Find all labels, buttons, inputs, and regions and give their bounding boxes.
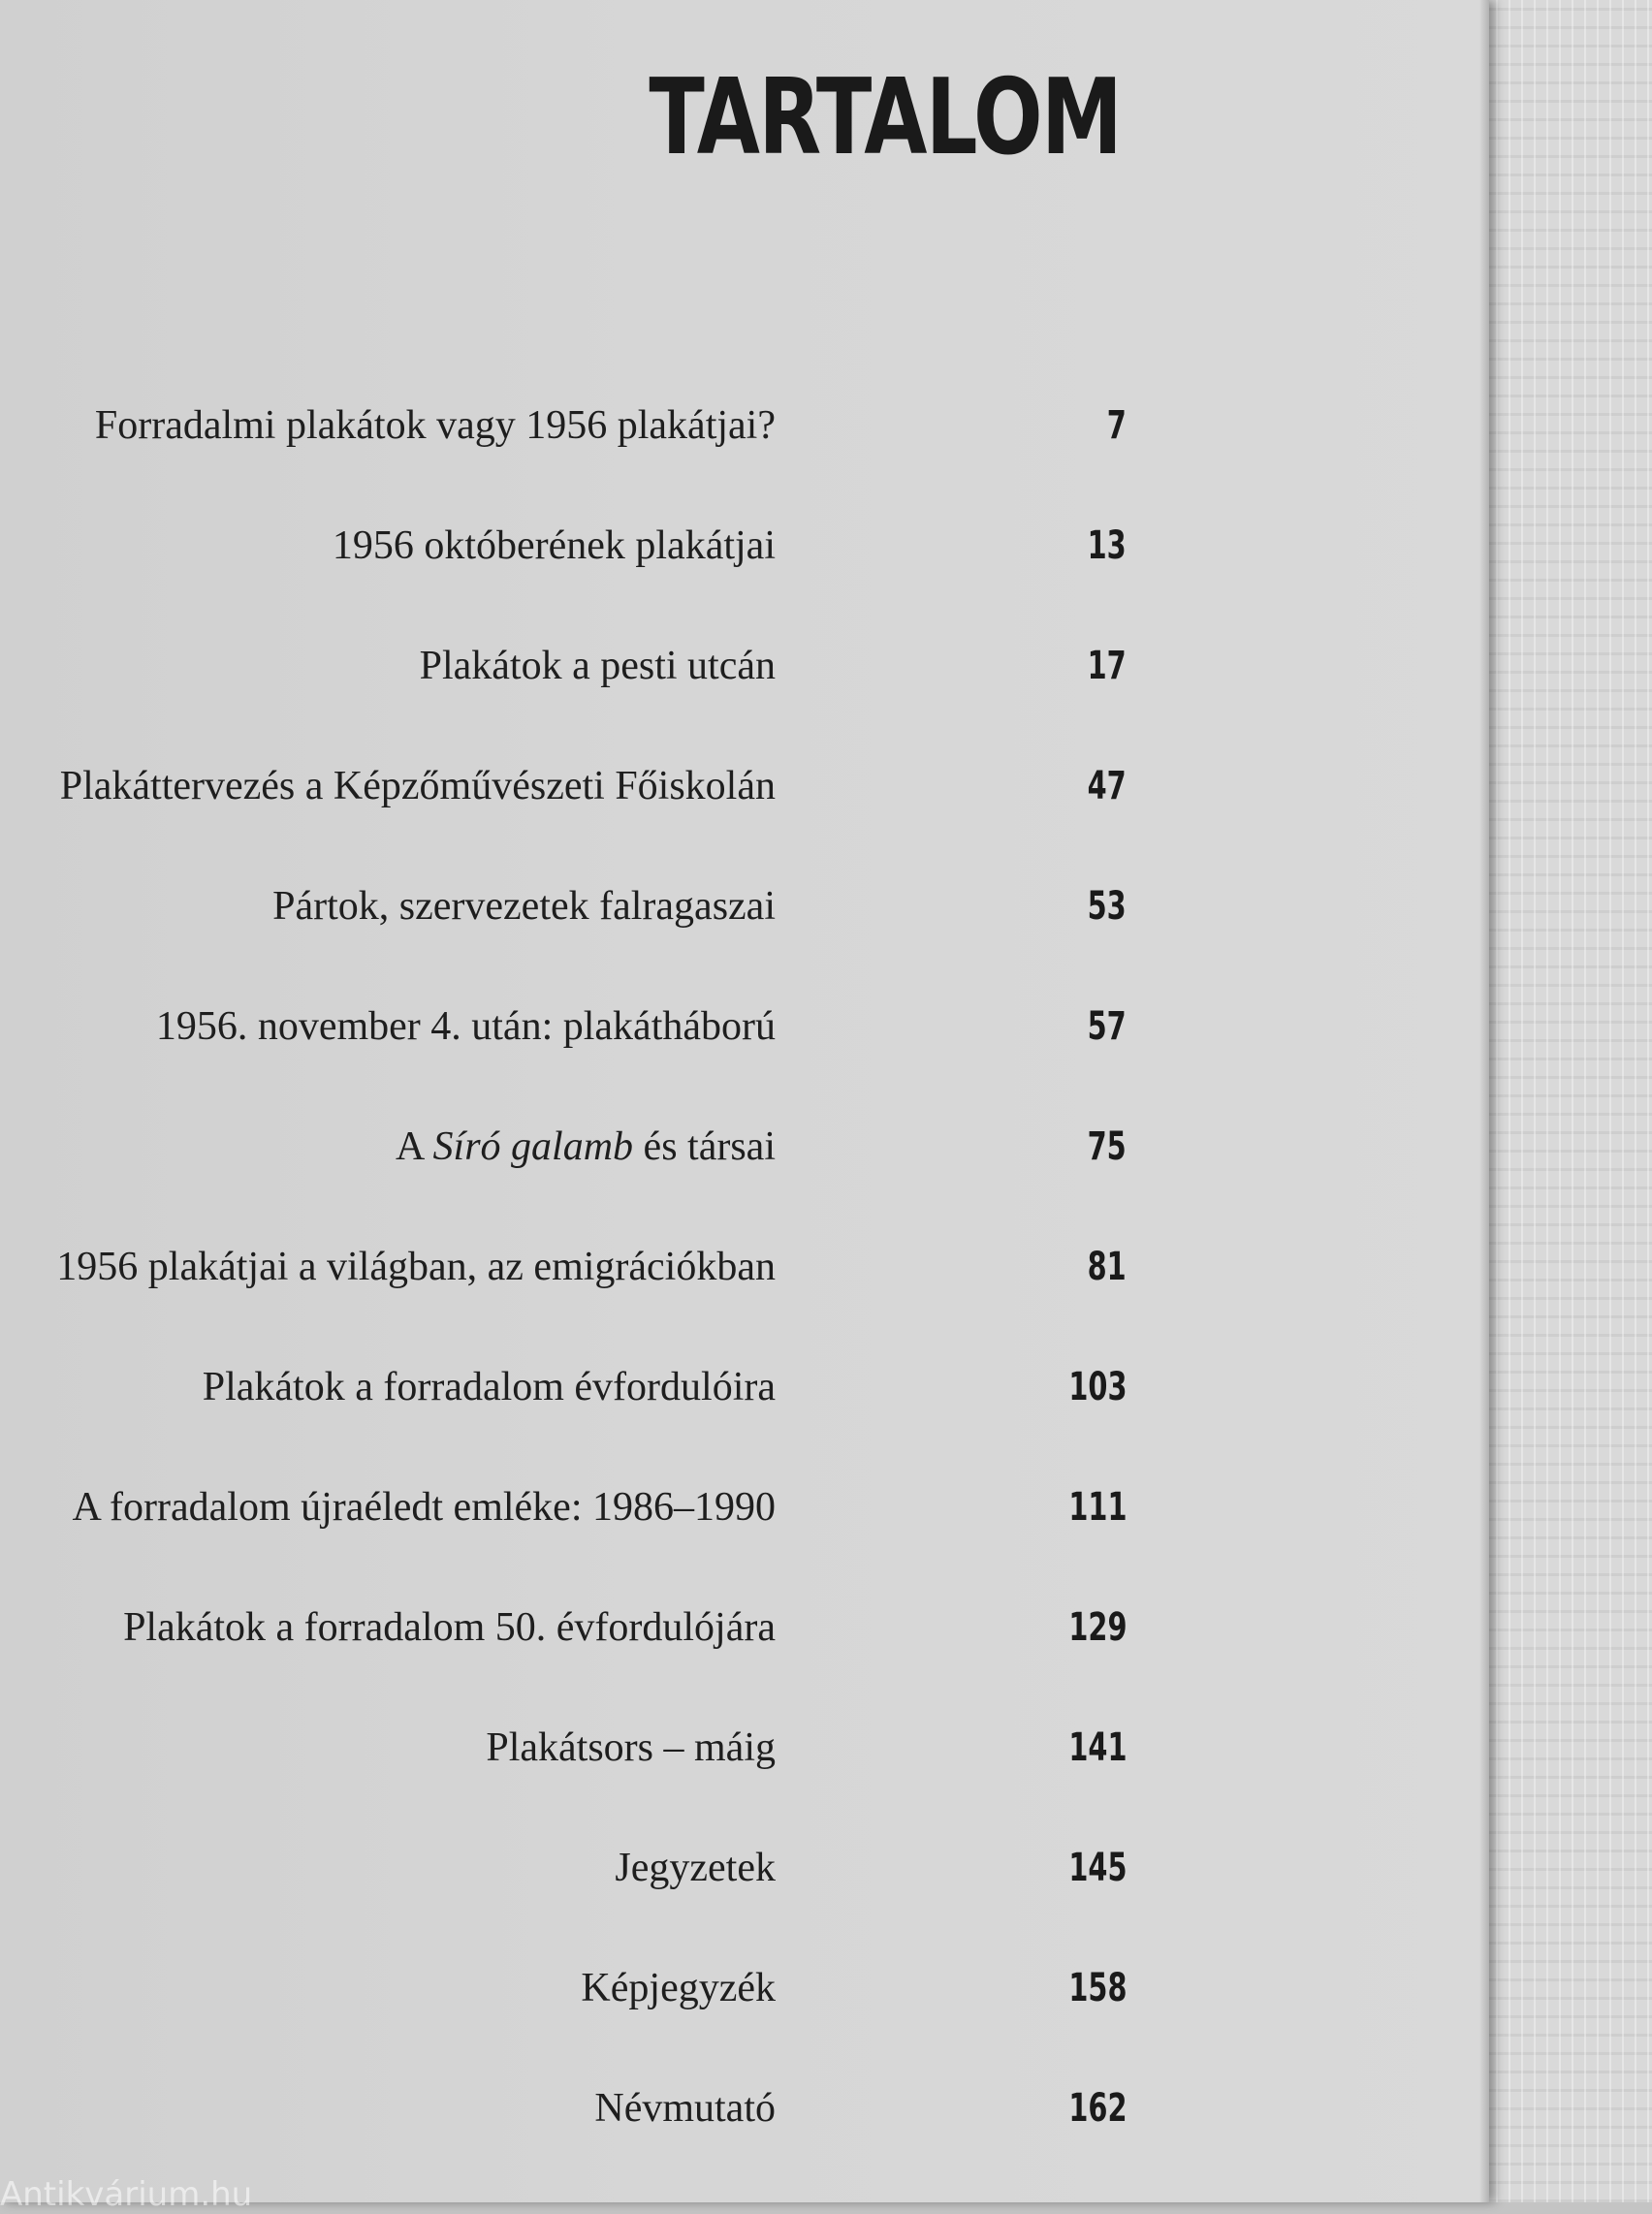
toc-entry: [0, 628, 1489, 706]
toc-entry: [0, 869, 1489, 946]
toc-entry: [0, 1229, 1489, 1307]
toc-entry-title: Plakáttervezés a Képzőművészeti Főiskolán: [59, 764, 776, 808]
toc-entry-page: 53: [1087, 884, 1127, 929]
toc-entry-page: 7: [1106, 403, 1127, 448]
background-surface: [1483, 0, 1652, 2202]
page-title: TARTALOM: [649, 57, 1121, 178]
toc-entry: [0, 388, 1489, 465]
toc-entry: [0, 1349, 1489, 1427]
toc-entry: [0, 1830, 1489, 1908]
toc-entry-title: 1956. november 4. után: plakátháború: [155, 1004, 776, 1049]
toc-entry-title: 1956 plakátjai a világban, az emigrációkban: [56, 1245, 776, 1289]
toc-entry: [0, 508, 1489, 585]
toc-entry: [0, 1950, 1489, 2028]
toc-entry: [0, 989, 1489, 1066]
toc-entry: [0, 1710, 1489, 1787]
toc-entry-page: 13: [1087, 523, 1127, 568]
toc-entry-page: 162: [1067, 2086, 1127, 2131]
toc-entry-page: 103: [1067, 1365, 1127, 1409]
toc-entry-title: Plakátok a forradalom 50. évfordulójára: [123, 1605, 776, 1650]
toc-entry: [0, 2071, 1489, 2148]
watermark: Antikvárium.hu: [0, 2175, 253, 2214]
toc-entry-title: Plakátsors – máig: [486, 1725, 776, 1770]
toc-entry-title-suffix: és társai: [633, 1124, 776, 1169]
toc-entry-page: 81: [1087, 1245, 1127, 1289]
toc-entry-page: 145: [1067, 1846, 1127, 1890]
toc-entry-page: 141: [1067, 1725, 1127, 1770]
toc-entry: [0, 1109, 1489, 1186]
toc-entry: [0, 748, 1489, 826]
toc-entry-title: Képjegyzék: [581, 1966, 776, 2010]
toc-entry-title: Pártok, szervezetek falragaszai: [272, 884, 776, 929]
toc-entry-page: 158: [1067, 1966, 1127, 2010]
toc-entry-title: Névmutató: [594, 2086, 776, 2131]
toc-entry-page: 129: [1067, 1605, 1127, 1650]
toc-entry-title: Plakátok a forradalom évfordulóira: [202, 1365, 776, 1409]
toc-entry-title: [396, 1123, 776, 1171]
toc-entry-title: 1956 októberének plakátjai: [332, 523, 776, 568]
toc-entry-page: 47: [1087, 764, 1127, 808]
toc-entry-title: Jegyzetek: [615, 1846, 776, 1890]
toc-entry-title: Plakátok a pesti utcán: [419, 644, 776, 688]
toc-entry-title-italic: Síró galamb: [432, 1124, 634, 1169]
toc-entry: [0, 1470, 1489, 1547]
toc-entry: [0, 1590, 1489, 1667]
toc-entry-page: 111: [1067, 1485, 1127, 1530]
toc-entry-page: 57: [1087, 1004, 1127, 1049]
toc-entry-page: 75: [1087, 1124, 1127, 1169]
toc-entry-title-prefix: A: [396, 1124, 433, 1169]
toc-entry-title: A forradalom újraéledt emléke: 1986–1990: [72, 1485, 776, 1530]
toc-entry-page: 17: [1087, 644, 1127, 688]
toc-entry-title: Forradalmi plakátok vagy 1956 plakátjai?: [94, 403, 776, 448]
